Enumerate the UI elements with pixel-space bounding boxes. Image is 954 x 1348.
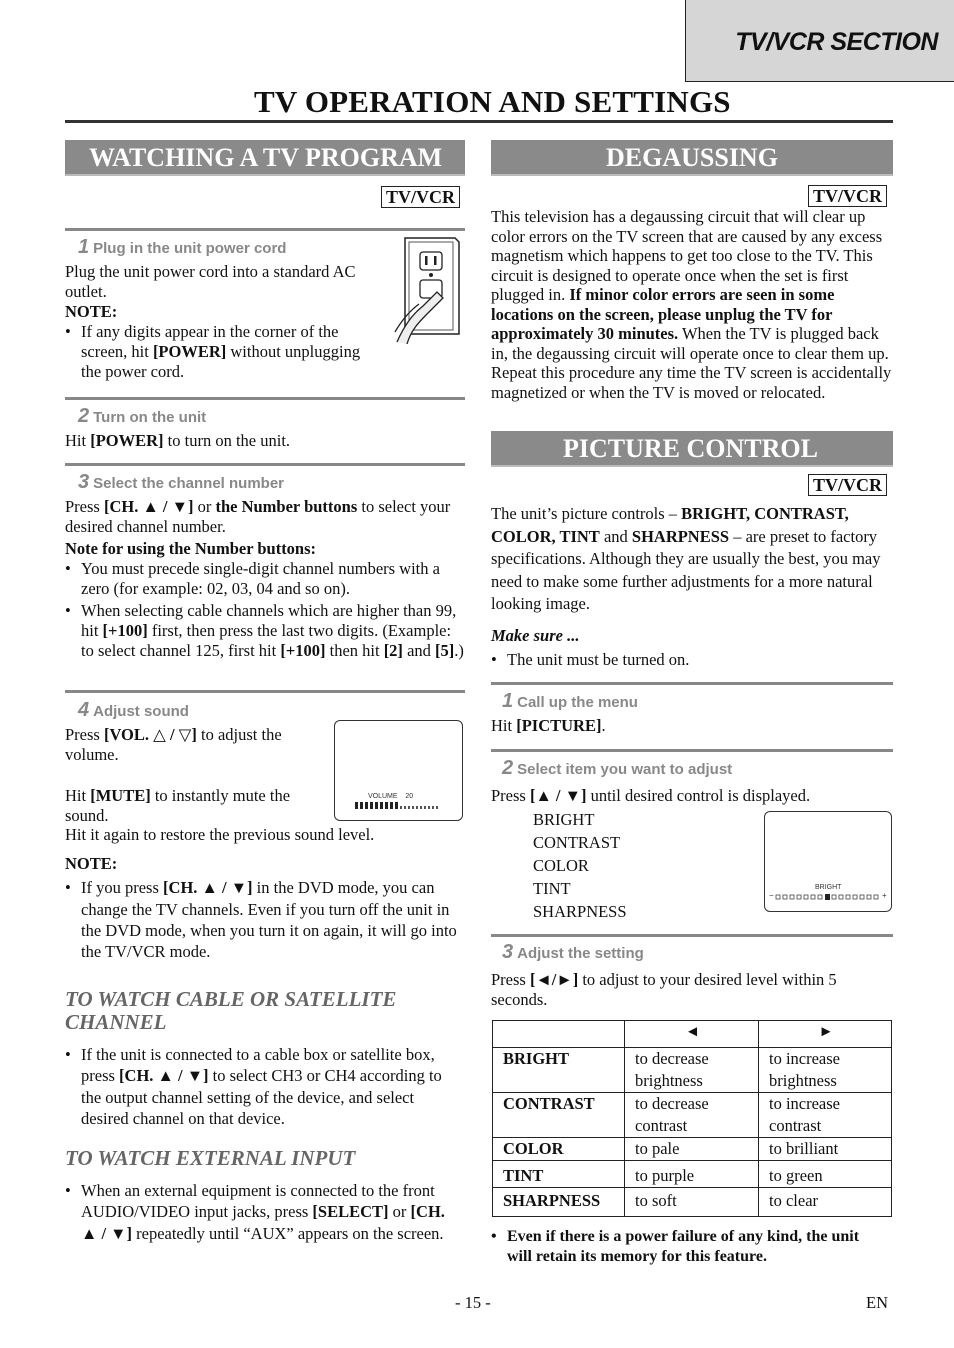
- table-header-right: ►: [759, 1021, 892, 1048]
- pc-step1-number: 1: [502, 690, 514, 712]
- step2-rule: [65, 397, 465, 400]
- pc-step1-title: Call up the menu: [517, 694, 638, 711]
- table-row: [493, 1188, 892, 1217]
- step2-title: Turn on the unit: [93, 409, 207, 426]
- step4-title: Adjust sound: [93, 703, 189, 720]
- step1-heading: [78, 236, 286, 259]
- pc-step2-rule: [491, 749, 893, 752]
- watching-mode-badge: TV/VCR: [381, 186, 460, 208]
- page-title: TV OPERATION AND SETTINGS: [254, 84, 731, 119]
- pc-step3-body: Press [◄/►] to adjust to your desired level within 5 seconds.: [491, 970, 837, 1009]
- table-row-right: to increase brightness: [759, 1048, 892, 1093]
- step4-volume-text: Press [VOL. △ / ▽] to adjust the volume.: [65, 725, 282, 764]
- table-row-name: SHARPNESS: [493, 1188, 625, 1217]
- volume-osd-label: VOLUME 20: [368, 793, 414, 800]
- bright-osd-plus: +: [882, 891, 887, 900]
- step4-heading: [78, 699, 189, 722]
- cable-text: • If the unit is connected to a cable box or satellite box, press [CH. ▲ / ▼] to select CH3 or CH4 according to the output channel setting of the device, and select desired channel on that device.: [65, 1044, 460, 1129]
- step3-body: Press [CH. ▲ / ▼] or the Number buttons to select your desired channel number. Note for using the Number buttons: • You must precede single-digit channel numbers with a zero (for example: 02, 03, 04 and so on). • When selecting cable channels which are higher than 99, hit [+100] first, then press the last two digits. (Example: to select channel 125, first hit [+100] then hit [2] and [5].): [65, 497, 465, 661]
- step3-title: Select the channel number: [93, 475, 285, 492]
- table-row-left: to decrease brightness: [625, 1048, 759, 1093]
- table-row-right: to green: [759, 1161, 892, 1188]
- step3-rule: [65, 463, 465, 466]
- bright-level-bar: [775, 894, 881, 901]
- table-row-name: BRIGHT: [493, 1048, 625, 1093]
- picture-intro: The unit’s picture controls – BRIGHT, CONTRAST, COLOR, TINT and SHARPNESS – are preset to factory specifications. Although they are usually the best, you may need to make some further adjustments for a more natural looking image.: [491, 504, 881, 613]
- step1-note: • If any digits appear in the corner of the screen, hit [POWER] without unplugging the power cord.: [65, 322, 375, 382]
- step4-rule: [65, 690, 465, 693]
- step1-note-label: NOTE:: [65, 302, 118, 321]
- step1-title: Plug in the unit power cord: [93, 240, 287, 257]
- table-row-left: to decrease contrast: [625, 1093, 759, 1138]
- degaussing-text: This television has a degaussing circuit that will clear up color errors on the TV screen that are caused by any excess magnetism which happens to get too close to the TV. This circuit is designed to operate once when the set is first plugged in. If minor color errors are seen in some locations on the screen, please unplug the TV for approximately 30 minutes. When the TV is plugged back in, the degaussing circuit will operate once to clear them up. Repeat this procedure any time the TV screen is accidentally magnetized or when the TV is moved or relocated.: [491, 207, 892, 402]
- table-row: [493, 1161, 892, 1188]
- table-header-left: ◄: [625, 1021, 759, 1048]
- step1-number: 1: [78, 236, 90, 258]
- step1-rule: [65, 228, 465, 231]
- step1-body: [65, 262, 375, 382]
- picture-control-table: [492, 1020, 892, 1217]
- number-buttons-note-head: Note for using the Number buttons:: [65, 539, 317, 558]
- table-row-name: COLOR: [493, 1138, 625, 1161]
- picture-items-list: [533, 808, 753, 923]
- table-row: [493, 1093, 892, 1138]
- table-row-left: to purple: [625, 1161, 759, 1188]
- bright-osd-minus: −: [769, 891, 774, 900]
- table-row-name: CONTRAST: [493, 1093, 625, 1138]
- step3-heading: [78, 471, 284, 494]
- pc-step3-heading: [502, 941, 644, 964]
- degaussing-band: DEGAUSSING: [491, 140, 893, 176]
- section-tab-label: TV/VCR SECTION: [735, 28, 938, 56]
- pc-step2-body: Press [▲ / ▼] until desired control is displayed.: [491, 786, 811, 805]
- make-sure-block: [491, 625, 893, 671]
- degaussing-mode-badge: TV/VCR: [808, 185, 887, 207]
- external-text: • When an external equipment is connected to the front AUDIO/VIDEO input jacks, press [SELECT] or [CH. ▲ / ▼] repeatedly until “AUX” appears on the screen.: [65, 1180, 460, 1244]
- external-heading: TO WATCH EXTERNAL INPUT: [65, 1146, 356, 1170]
- step2-number: 2: [78, 405, 90, 427]
- make-sure-item: • The unit must be turned on.: [491, 649, 893, 671]
- step4-note: [65, 853, 460, 962]
- title-rule: [65, 120, 893, 123]
- watching-band: WATCHING A TV PROGRAM: [65, 140, 465, 176]
- picture-mode-badge: TV/VCR: [808, 474, 887, 496]
- pc-step1-heading: [502, 690, 638, 713]
- table-row: [493, 1048, 892, 1093]
- step2-heading: [78, 405, 206, 428]
- step4-restore-text: Hit it again to restore the previous sound level.: [65, 825, 375, 844]
- section-tab: [685, 0, 954, 82]
- table-row: [493, 1138, 892, 1161]
- picture-item-contrast: CONTRAST: [533, 833, 621, 852]
- memory-note: • Even if there is a power failure of any kind, the unit will retain its memory for this feature.: [491, 1227, 881, 1267]
- make-sure-label: Make sure ...: [491, 626, 580, 645]
- table-header-row: [493, 1021, 892, 1048]
- step3-number: 3: [78, 471, 90, 493]
- table-row-name: TINT: [493, 1161, 625, 1188]
- step4-number: 4: [78, 699, 90, 721]
- step4-note-label: NOTE:: [65, 854, 118, 873]
- picture-item-tint: TINT: [533, 879, 571, 898]
- number-buttons-note-2: • When selecting cable channels which are higher than 99, hit [+100] first, then press the last two digits. (Example: to select channel 125, first hit [+100] then hit [2] and [5].): [65, 601, 465, 661]
- picture-control-band: PICTURE CONTROL: [491, 431, 893, 467]
- table-header-blank: [493, 1021, 625, 1048]
- step1-text: Plug the unit power cord into a standard AC outlet.: [65, 262, 356, 301]
- step2-body: Hit [POWER] to turn on the unit.: [65, 431, 291, 450]
- picture-item-sharpness: SHARPNESS: [533, 902, 627, 921]
- table-row-right: to clear: [759, 1188, 892, 1217]
- pc-step3-number: 3: [502, 941, 514, 963]
- table-row-left: to pale: [625, 1138, 759, 1161]
- number-buttons-note-1: • You must precede single-digit channel numbers with a zero (for example: 02, 03, 04 and so on).: [65, 559, 465, 599]
- picture-item-bright: BRIGHT: [533, 810, 595, 829]
- picture-item-color: COLOR: [533, 856, 589, 875]
- step4-note-text: • If you press [CH. ▲ / ▼] in the DVD mode, you can change the TV channels. Even if you turn off the unit in the DVD mode, when you turn it on again, it will go into the TV/VCR mode.: [65, 877, 460, 962]
- bright-osd-screen: [764, 811, 892, 912]
- table-row-left: to soft: [625, 1188, 759, 1217]
- table-row-right: to brilliant: [759, 1138, 892, 1161]
- pc-step1-rule: [491, 682, 893, 685]
- table-row-right: to increase contrast: [759, 1093, 892, 1138]
- pc-step2-number: 2: [502, 757, 514, 779]
- bright-osd-label: BRIGHT: [815, 884, 842, 891]
- volume-level-bar: [355, 802, 447, 810]
- volume-osd-screen: [334, 720, 463, 821]
- cable-heading: TO WATCH CABLE OR SATELLITE CHANNEL: [65, 987, 397, 1034]
- pc-step1-body: Hit [PICTURE].: [491, 716, 606, 735]
- page-number: - 15 -: [455, 1293, 491, 1312]
- language-code: EN: [866, 1293, 888, 1312]
- power-outlet-icon: [393, 234, 465, 344]
- pc-step3-title: Adjust the setting: [517, 945, 644, 962]
- pc-step2-title: Select item you want to adjust: [517, 761, 733, 778]
- step4-mute-text: Hit [MUTE] to instantly mute the sound.: [65, 786, 291, 825]
- pc-step2-heading: [502, 757, 732, 780]
- pc-step3-rule: [491, 934, 893, 937]
